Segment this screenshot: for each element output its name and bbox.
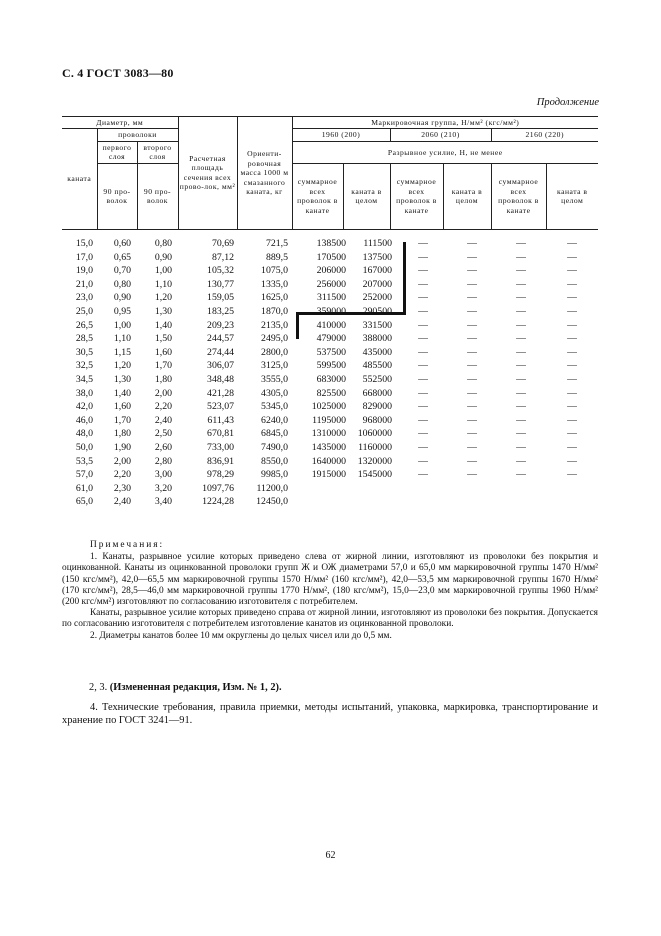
- bold-divider-vertical: [403, 242, 406, 314]
- table-cell: 23,0: [75, 292, 93, 304]
- table-cell: 105,32: [207, 265, 234, 277]
- table-cell: —: [567, 251, 577, 263]
- table-cell: —: [516, 278, 526, 290]
- table-cell: 1545000: [357, 469, 392, 481]
- table-cell: 1195000: [312, 414, 346, 426]
- table-cell: 2,60: [154, 441, 172, 453]
- table-row: [62, 347, 598, 361]
- table-cell: 311500: [316, 292, 346, 304]
- table-cell: —: [418, 251, 428, 263]
- table-cell: 1,30: [113, 373, 131, 385]
- table-cell: 2800,0: [261, 346, 288, 358]
- diameter-header: Диаметр, мм: [62, 117, 178, 129]
- page-number: 62: [325, 850, 336, 861]
- table-cell: 12450,0: [256, 496, 288, 508]
- table-cell: —: [467, 292, 477, 304]
- table-cell: 2,40: [154, 414, 172, 426]
- table-cell: 537500: [316, 346, 346, 358]
- table-cell: 1,60: [154, 346, 172, 358]
- table-row: [62, 279, 598, 293]
- table-cell: —: [418, 441, 428, 453]
- table-cell: 611,43: [207, 414, 234, 426]
- table-cell: 1,30: [154, 305, 172, 317]
- table-cell: 57,0: [75, 469, 93, 481]
- table-cell: 388000: [362, 333, 392, 345]
- table-cell: —: [418, 373, 428, 385]
- table-cell: 485500: [362, 360, 392, 372]
- table-cell: 1870,0: [261, 305, 288, 317]
- table-cell: 3,20: [154, 482, 172, 494]
- table-cell: 70,69: [211, 238, 234, 249]
- table-cell: —: [418, 278, 428, 290]
- table-cell: 46,0: [75, 414, 93, 426]
- table-cell: 1,70: [154, 360, 172, 372]
- table-cell: —: [418, 346, 428, 358]
- table-cell: 1,40: [113, 387, 131, 399]
- table-cell: 87,12: [211, 251, 234, 263]
- table-cell: 1625,0: [261, 292, 288, 304]
- table-cell: —: [467, 387, 477, 399]
- marking-group-header: Маркировочная группа, Н/мм² (кгс/мм²): [292, 117, 598, 129]
- table-cell: 48,0: [75, 428, 93, 440]
- table-cell: —: [418, 265, 428, 277]
- group-2160: 2160 (220): [491, 129, 598, 141]
- table-cell: 159,05: [207, 292, 234, 304]
- table-cell: 244,57: [207, 333, 234, 345]
- table-cell: 2,00: [154, 387, 172, 399]
- table-cell: —: [567, 428, 577, 440]
- table-cell: —: [567, 319, 577, 331]
- table-cell: 479000: [316, 333, 346, 345]
- table-cell: 599500: [316, 360, 346, 372]
- table-cell: 50,0: [75, 441, 93, 453]
- notes-section: [62, 540, 598, 642]
- table-cell: —: [516, 346, 526, 358]
- table-cell: —: [567, 346, 577, 358]
- table-cell: 138500: [316, 238, 346, 249]
- table-cell: 0,80: [154, 238, 172, 249]
- table-cell: 306,07: [207, 360, 234, 372]
- table-cell: —: [418, 401, 428, 413]
- table-cell: 552500: [362, 373, 392, 385]
- amendment-bold: (Измененная редакция, Изм. № 1, 2).: [109, 682, 282, 693]
- table-cell: 65,0: [75, 496, 93, 508]
- table-cell: 968000: [362, 414, 392, 426]
- table-cell: 1335,0: [261, 278, 288, 290]
- table-cell: —: [467, 238, 477, 249]
- table-cell: 170500: [316, 251, 346, 263]
- table-row: [62, 292, 598, 306]
- table-row: [62, 238, 598, 252]
- table-row: [62, 428, 598, 442]
- table-cell: 410000: [316, 319, 346, 331]
- table-cell: 2,50: [154, 428, 172, 440]
- table-cell: 274,44: [207, 346, 234, 358]
- table-row: [62, 360, 598, 374]
- table-cell: 978,29: [207, 469, 234, 481]
- rope-whole-2060: каната в целом: [443, 163, 491, 229]
- table-cell: 3,00: [154, 469, 172, 481]
- table-row: [62, 415, 598, 429]
- table-cell: —: [467, 333, 477, 345]
- table-cell: 38,0: [75, 387, 93, 399]
- table-cell: —: [467, 251, 477, 263]
- table-cell: 1,20: [113, 360, 131, 372]
- table-cell: —: [516, 401, 526, 413]
- table-cell: 2,40: [113, 496, 131, 508]
- table-cell: —: [418, 319, 428, 331]
- table-cell: 28,5: [75, 333, 93, 345]
- table-cell: 1097,76: [202, 482, 234, 494]
- table-cell: —: [418, 360, 428, 372]
- table-cell: —: [516, 387, 526, 399]
- table-cell: 5345,0: [261, 401, 288, 413]
- table-cell: 0,90: [154, 251, 172, 263]
- table-cell: 331500: [362, 319, 392, 331]
- note-1: 1. Канаты, разрывное усилие которых приведено слева от жирной линии, изготовляют из проволоки без покрытия и оцинкованной. Канаты из оцинкованной проволоки групп Ж и ОЖ диаметрами 57,0 и 65,0 мм маркировочной группы 1470 Н/мм² (150 кгс/мм²), 42,0—65,5 мм маркировочной группы 1570 Н/мм² (160 кгс/мм²), 42,0—53,5 мм маркировочной группы 1670 Н/мм² (170 кгс/мм²), 28,5—46,0 мм маркировочной группы 1770 Н/мм², (180 кгс/мм²), 15,0—23,0 мм маркировочной группы 1960 Н/мм² (200 кгс/мм²) изготовляют по согласованию изготовителя с потребителем.: [62, 552, 598, 608]
- continuation-label: Продолжение: [536, 97, 599, 108]
- table-cell: 207000: [362, 278, 392, 290]
- table-cell: 2,30: [113, 482, 131, 494]
- table-cell: —: [467, 305, 477, 317]
- table-cell: —: [516, 455, 526, 467]
- table-cell: 668000: [362, 387, 392, 399]
- table-cell: —: [467, 373, 477, 385]
- paragraph-4: 4. Технические требования, правила приемки, методы испытаний, упаковка, маркировка, транспортирование и хранение по ГОСТ 3241—91.: [62, 702, 598, 727]
- table-row: [62, 442, 598, 456]
- table-cell: —: [516, 414, 526, 426]
- mass-header: Ориенти-ровочная масса 1000 м смазанного каната, кг: [237, 117, 292, 230]
- table-cell: —: [418, 387, 428, 399]
- table-cell: 209,23: [207, 319, 234, 331]
- note-2: 2. Диаметры канатов более 10 мм округлены до целых чисел или до 0,5 мм.: [90, 630, 392, 641]
- table-cell: 3,40: [154, 496, 172, 508]
- second-layer-header: второго слоя: [137, 141, 178, 163]
- table-cell: —: [516, 373, 526, 385]
- table-row: [62, 483, 598, 497]
- table-cell: 2135,0: [261, 319, 288, 331]
- table-cell: 167000: [362, 265, 392, 277]
- table-cell: —: [567, 278, 577, 290]
- table-row: [62, 388, 598, 402]
- table-cell: 1,80: [154, 373, 172, 385]
- table-cell: 15,0: [75, 238, 93, 249]
- table-cell: 1075,0: [261, 265, 288, 277]
- table-row: [62, 401, 598, 415]
- table-cell: 17,0: [75, 251, 93, 263]
- table-row: [62, 374, 598, 388]
- table-cell: —: [567, 333, 577, 345]
- table-cell: —: [567, 455, 577, 467]
- table-cell: 1,10: [154, 278, 172, 290]
- bold-divider-horizontal: [297, 312, 406, 315]
- table-cell: 3555,0: [261, 373, 288, 385]
- table-cell: 1,00: [113, 319, 131, 331]
- table-cell: 1310000: [311, 428, 346, 440]
- table-cell: 1,50: [154, 333, 172, 345]
- table-cell: 9985,0: [261, 469, 288, 481]
- table-cell: 1,80: [113, 428, 131, 440]
- table-cell: —: [418, 333, 428, 345]
- table-cell: 348,48: [207, 373, 234, 385]
- table-cell: —: [567, 292, 577, 304]
- table-cell: —: [516, 428, 526, 440]
- table-cell: —: [567, 305, 577, 317]
- table-cell: 130,77: [207, 278, 234, 290]
- table-cell: 8550,0: [261, 455, 288, 467]
- wires-header: проволоки: [97, 129, 178, 141]
- table-cell: 1640000: [311, 455, 346, 467]
- table-cell: 3125,0: [261, 360, 288, 372]
- table-cell: —: [567, 373, 577, 385]
- table-cell: 30,5: [75, 346, 93, 358]
- table-cell: 1060000: [357, 428, 392, 440]
- table-cell: 42,0: [75, 401, 93, 413]
- table-row: [62, 469, 598, 483]
- table-cell: —: [467, 278, 477, 290]
- table-row: [62, 320, 598, 334]
- table-cell: —: [467, 455, 477, 467]
- table-cell: 19,0: [75, 265, 93, 277]
- table-cell: 1224,28: [202, 496, 234, 508]
- table-cell: —: [567, 360, 577, 372]
- table-cell: —: [418, 428, 428, 440]
- rope-whole-1960: каната в целом: [343, 163, 390, 229]
- table-cell: —: [516, 305, 526, 317]
- table-cell: 1025000: [311, 401, 346, 413]
- table-cell: 4305,0: [261, 387, 288, 399]
- table-cell: 0,60: [113, 238, 131, 249]
- table-cell: —: [467, 360, 477, 372]
- table-row: [62, 265, 598, 279]
- table-cell: 421,28: [207, 387, 234, 399]
- table-cell: —: [516, 360, 526, 372]
- table-cell: —: [516, 238, 526, 249]
- table-row: [62, 456, 598, 470]
- table-cell: —: [567, 469, 577, 481]
- breaking-force-header: Разрывное усилие, Н, не менее: [292, 141, 598, 163]
- table-cell: 0,65: [113, 251, 131, 263]
- table-header: [62, 116, 598, 230]
- table-cell: 1,70: [113, 414, 131, 426]
- table-cell: —: [516, 441, 526, 453]
- table-cell: 53,5: [75, 455, 93, 467]
- table-cell: 825500: [316, 387, 346, 399]
- table-cell: 21,0: [75, 278, 93, 290]
- table-cell: —: [467, 319, 477, 331]
- table-cell: 206000: [316, 265, 346, 277]
- table-cell: 1,15: [113, 346, 131, 358]
- table-cell: —: [418, 305, 428, 317]
- table-cell: —: [467, 414, 477, 426]
- wire90-second: 90 про-волок: [137, 163, 178, 229]
- table-cell: 0,80: [113, 278, 131, 290]
- table-cell: 111500: [363, 238, 392, 249]
- table-cell: —: [516, 469, 526, 481]
- table-cell: —: [567, 441, 577, 453]
- table-cell: 32,5: [75, 360, 93, 372]
- table-cell: —: [467, 428, 477, 440]
- sum-all-2060: суммарное всех проволок в канате: [390, 163, 443, 229]
- rope-header: каната: [62, 129, 97, 229]
- sum-all-1960: суммарное всех проволок в канате: [292, 163, 343, 229]
- table-cell: 1320000: [357, 455, 392, 467]
- table-row: [62, 252, 598, 266]
- table-cell: —: [467, 346, 477, 358]
- bold-divider-vertical-lower: [296, 312, 299, 339]
- table-cell: 829000: [362, 401, 392, 413]
- table-cell: 61,0: [75, 482, 93, 494]
- table-cell: —: [418, 469, 428, 481]
- table-cell: —: [467, 441, 477, 453]
- table-cell: 0,95: [113, 305, 131, 317]
- table-cell: 7490,0: [261, 441, 288, 453]
- table-cell: 683000: [316, 373, 346, 385]
- table-row: [62, 333, 598, 347]
- table-cell: 1,20: [154, 292, 172, 304]
- amendment-prefix: 2, 3.: [89, 682, 110, 693]
- table-cell: 836,91: [207, 455, 234, 467]
- table-cell: 1435000: [311, 441, 346, 453]
- table-body: [62, 238, 598, 510]
- table-cell: 183,25: [207, 305, 234, 317]
- table-cell: 2,80: [154, 455, 172, 467]
- table-cell: —: [567, 265, 577, 277]
- table-cell: —: [516, 265, 526, 277]
- table-cell: 1,90: [113, 441, 131, 453]
- table-cell: —: [567, 387, 577, 399]
- table-cell: 2,20: [113, 469, 131, 481]
- table-cell: 6845,0: [261, 428, 288, 440]
- table-cell: —: [467, 265, 477, 277]
- table-cell: —: [567, 238, 577, 249]
- table-cell: 1160000: [358, 441, 392, 453]
- table-cell: 1915000: [311, 469, 346, 481]
- table-cell: —: [467, 469, 477, 481]
- table-cell: 34,5: [75, 373, 93, 385]
- table-cell: 733,00: [207, 441, 234, 453]
- table-cell: 1,60: [113, 401, 131, 413]
- table-cell: —: [567, 401, 577, 413]
- table-cell: 523,07: [207, 401, 234, 413]
- table-cell: 435000: [362, 346, 392, 358]
- first-layer-header: первого слоя: [97, 141, 137, 163]
- rope-whole-2160: каната в целом: [546, 163, 598, 229]
- table-cell: 11200,0: [256, 482, 288, 494]
- table-cell: 2495,0: [261, 333, 288, 345]
- table-cell: 137500: [362, 251, 392, 263]
- table-cell: 26,5: [75, 319, 93, 331]
- table-cell: 1,40: [154, 319, 172, 331]
- table-cell: —: [418, 238, 428, 249]
- table-cell: 670,81: [207, 428, 234, 440]
- table-cell: 2,20: [154, 401, 172, 413]
- amendment-line: [89, 682, 282, 693]
- table-cell: —: [516, 319, 526, 331]
- note-1b: Канаты, разрывное усилие которых приведено справа от жирной линии, изготовляют из проволоки без покрытия. Допускается по согласованию изготовителя с потребителем изготовление канатов из оцинкованной проволоки.: [62, 608, 598, 630]
- group-1960: 1960 (200): [292, 129, 390, 141]
- table-cell: 1,00: [154, 265, 172, 277]
- table-cell: 1,10: [113, 333, 131, 345]
- table-cell: —: [418, 414, 428, 426]
- table-row: [62, 496, 598, 510]
- table-cell: 6240,0: [261, 414, 288, 426]
- wire90-first: 90 про-волок: [97, 163, 137, 229]
- table-cell: —: [567, 414, 577, 426]
- document-header: С. 4 ГОСТ 3083—80: [62, 66, 174, 80]
- table-cell: 0,70: [113, 265, 131, 277]
- table-cell: —: [516, 292, 526, 304]
- table-cell: 25,0: [75, 305, 93, 317]
- table-cell: —: [516, 333, 526, 345]
- table-cell: 2,00: [113, 455, 131, 467]
- notes-title: Примечания:: [90, 540, 165, 550]
- table-cell: —: [418, 455, 428, 467]
- area-header: Расчетная площадь сечения всех прово-лок, мм²: [178, 117, 237, 230]
- group-2060: 2060 (210): [390, 129, 491, 141]
- table-cell: —: [467, 401, 477, 413]
- table-cell: —: [418, 292, 428, 304]
- table-cell: 252000: [362, 292, 392, 304]
- table-cell: —: [516, 251, 526, 263]
- sum-all-2160: суммарное всех проволок в канате: [491, 163, 546, 229]
- table-cell: 721,5: [265, 238, 288, 249]
- table-cell: 256000: [316, 278, 346, 290]
- table-cell: 889,5: [265, 251, 288, 263]
- table-cell: 0,90: [113, 292, 131, 304]
